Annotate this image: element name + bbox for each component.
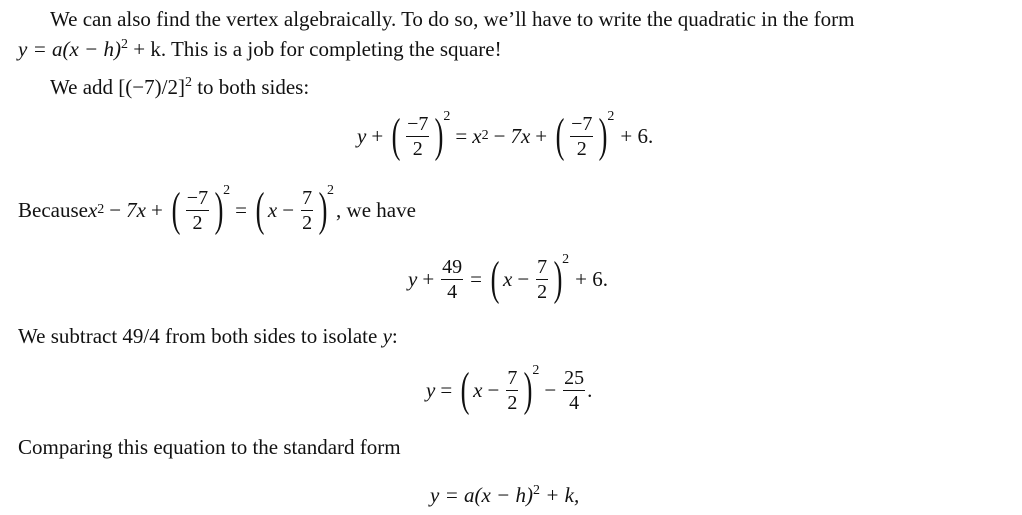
eq1-tail: + 6. [620, 123, 654, 148]
eq1-frac2-num: −7 [571, 112, 593, 135]
paragraph-4-var: y [382, 324, 392, 348]
eq3-plus: + [422, 266, 435, 291]
eq1-right-paren-2: ) [598, 109, 608, 162]
eq3-frac2-num: 7 [537, 255, 548, 278]
eq1-fraction-2 [568, 114, 595, 159]
eq4-frac2-den: 4 [569, 391, 580, 414]
eq2-inner-minus: − [282, 197, 295, 222]
eq2-frac2-den: 2 [302, 211, 313, 234]
eq2-frac-den: 2 [192, 211, 203, 234]
eq4-equals: = [440, 377, 453, 402]
eq4-frac2-num: 25 [564, 366, 585, 389]
eq3-tail: + 6. [575, 266, 608, 291]
eq5-text: y = a(x − h) [430, 483, 533, 507]
eq1-equals: = [455, 123, 468, 148]
eq4-inner-minus: − [487, 377, 500, 402]
eq1-exponent-2: 2 [607, 109, 615, 124]
eq3-left-paren: ( [490, 252, 500, 305]
eq3-frac-den: 4 [447, 280, 458, 303]
eq2-left-paren-2: ( [255, 183, 265, 236]
eq3-exponent: 2 [562, 252, 570, 267]
eq3-inner-x: x [503, 266, 513, 291]
eq2-exponent: 2 [223, 183, 231, 198]
eq4-inner-x: x [473, 377, 483, 402]
eq2-fraction-2 [299, 188, 315, 233]
eq1-plus: + [371, 123, 384, 148]
paragraph-4-end: : [391, 324, 398, 348]
eq3-right-paren: ) [553, 252, 563, 305]
eq3-fraction-2 [534, 257, 550, 302]
eq2-plus: + [150, 197, 163, 222]
eq4-y: y [426, 377, 436, 402]
paragraph-3-suffix: , we have [336, 197, 416, 222]
eq1-left-paren-2: ( [555, 109, 565, 162]
eq3-inner-minus: − [517, 266, 530, 291]
eq4-exponent: 2 [532, 363, 540, 378]
eq2-x: x [87, 197, 98, 222]
eq1-frac2-den: 2 [576, 137, 587, 160]
eq4-frac-num: 7 [507, 366, 518, 389]
paragraph-3-prefix: Because [18, 197, 88, 222]
eq2-frac2-num: 7 [302, 186, 313, 209]
paragraph-1-line-2 [18, 36, 502, 62]
eq2-left-paren: ( [171, 183, 181, 236]
eq1-plus-2: + [535, 123, 548, 148]
eq4-frac-den: 2 [507, 391, 518, 414]
eq1-right-paren: ) [435, 109, 444, 162]
paragraph-1-line-1 [50, 6, 854, 32]
eq2-equals: = [235, 197, 247, 222]
paragraph-5 [18, 434, 401, 460]
eq4-fraction-2 [561, 368, 587, 413]
eq2-right-paren: ) [214, 183, 224, 236]
eq2-frac-num: −7 [186, 186, 209, 209]
eq3-equals: = [470, 266, 483, 291]
vertex-form-exponent: 2 [120, 37, 128, 52]
eq2-minus: − [109, 197, 122, 222]
paragraph-2-suffix: to both sides: [191, 75, 310, 99]
paragraph-3: Because x 2 − 7x + ( $\frac{-7}{2}$ ) 2 = ( x − $\frac{7}{2}$ ) 2 , we have [18, 183, 416, 236]
paragraph-2-exponent: 2 [184, 75, 192, 90]
equation-4 [426, 363, 593, 416]
eq3-fraction [439, 257, 465, 302]
paragraph-2-prefix: We add [(−7)/2] [50, 75, 185, 99]
eq2-fraction [184, 188, 211, 233]
eq3-frac2-den: 2 [537, 280, 548, 303]
eq3-y: y [408, 266, 418, 291]
eq1-frac-num: −7 [407, 112, 429, 135]
eq4-period: . [587, 377, 593, 402]
eq4-minus: − [544, 377, 557, 402]
eq2-right-paren-2: ) [318, 183, 328, 236]
paragraph-1-text: We can also find the vertex algebraically. To do so, we’ll have to write the quadratic in the form [50, 7, 855, 31]
paragraph-4-text: We subtract 49/4 from both sides to isolate [18, 324, 383, 348]
eq2-7x: 7x [126, 197, 146, 222]
paragraph-4 [18, 323, 398, 349]
eq1-frac-den: 2 [412, 137, 423, 160]
eq4-right-paren: ) [523, 363, 533, 416]
eq5-tail: + k, [539, 483, 580, 507]
eq1-y: y [357, 123, 367, 148]
eq2-exponent-2: 2 [327, 183, 335, 198]
eq2-inner-x: x [267, 197, 278, 222]
paragraph-2 [50, 74, 309, 100]
eq1-exponent: 2 [443, 109, 451, 124]
equation-1: y + ( $\frac{-7}{2}$ ) 2 = x 2 − 7x + ( $\frac{-7}{2}$ ) 2 + 6. [357, 109, 654, 162]
eq4-left-paren: ( [460, 363, 470, 416]
vertex-form-inline: y = a(x − h) [18, 37, 121, 61]
equation-5 [430, 482, 579, 508]
paragraph-1-line-2-text: + k. This is a job for completing the square! [127, 37, 502, 61]
eq1-7x: 7x [510, 123, 531, 148]
eq1-left-paren: ( [391, 109, 401, 162]
eq4-fraction [504, 368, 520, 413]
paragraph-5-text: Comparing this equation to the standard form [18, 435, 401, 459]
eq1-fraction [404, 114, 431, 159]
eq5-exponent: 2 [532, 483, 540, 498]
eq1-x: x [472, 123, 482, 148]
eq3-frac-num: 49 [442, 255, 463, 278]
equation-3 [408, 252, 608, 305]
eq1-minus: − [493, 123, 506, 148]
